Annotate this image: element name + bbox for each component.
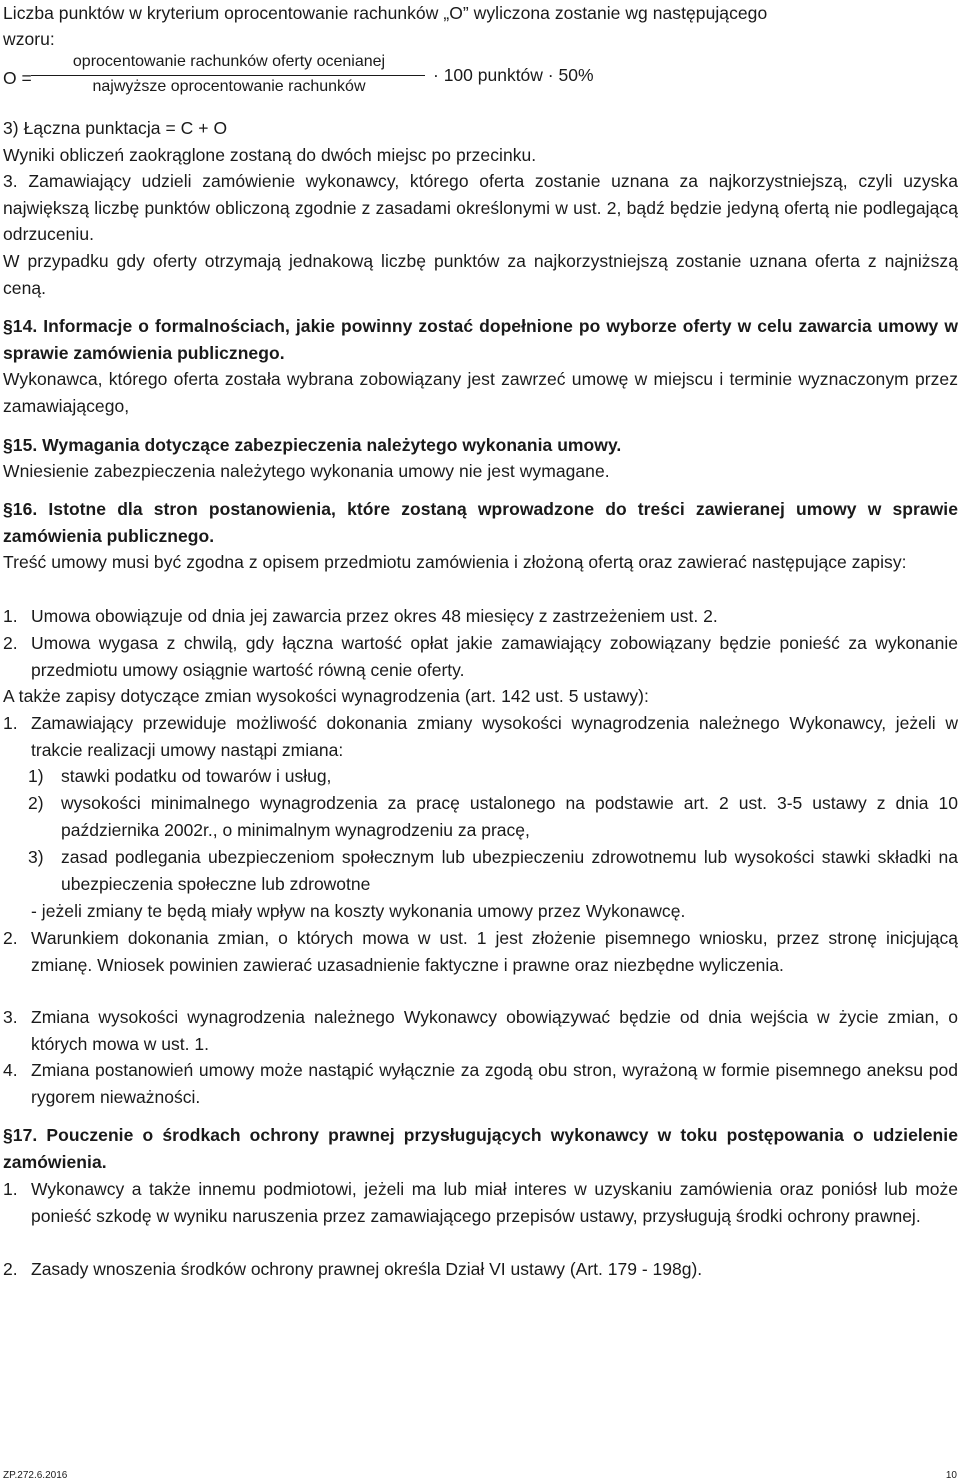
section-17-heading: §17. Pouczenie o środkach ochrony prawnej przysługujących wykonawcy w toku postępowania o udzielenie zamówienia. bbox=[3, 1125, 958, 1172]
section-15-body: Wniesienie zabezpieczenia należytego wykonania umowy nie jest wymagane. bbox=[3, 461, 610, 481]
list-item: 2. Zasady wnoszenia środków ochrony prawnej określa Dział VI ustawy (Art. 179 - 198g). bbox=[3, 1259, 703, 1279]
section-15-heading: §15. Wymagania dotyczące zabezpieczenia należytego wykonania umowy. bbox=[3, 435, 622, 455]
formula-multiplier: · 100 punktów · 50% bbox=[433, 65, 594, 85]
score-formula bbox=[3, 53, 703, 106]
section-14-heading: §14. Informacje o formalnościach, jakie powinny zostać dopełnione po wyborze oferty w celu zawarcia umowy w sprawie zamówienia publicznego. bbox=[3, 316, 958, 363]
page-number: 10 bbox=[945, 1470, 957, 1481]
section-16-heading: §16. Istotne dla stron postanowienia, które zostaną wprowadzone do treści zawieranej umowy w sprawie zamówienia publicznego. bbox=[3, 499, 958, 546]
intro-line-1: Liczba punktów w kryterium oprocentowanie rachunków „O” wyliczona zostanie wg następującego bbox=[3, 3, 768, 23]
formula-denominator: najwyższe oprocentowanie rachunków bbox=[92, 78, 366, 95]
formula-lhs: O = bbox=[3, 68, 32, 88]
list-item: 1. Wykonawcy a także innemu podmiotowi, jeżeli ma lub miał interes w uzyskaniu zamówienia oraz poniósł lub może ponieść szkodę w wyniku naruszenia przez zamawiającego przepisów ustawy, przysługują środki ochrony prawnej. bbox=[3, 1179, 958, 1226]
sub-list-item: 2) wysokości minimalnego wynagrodzenia za pracę ustalonego na podstawie art. 2 ust. 3-5 ustawy z dnia 10 października 2002r., o minimalnym wynagrodzeniu za pracę, bbox=[28, 793, 958, 840]
rounding-note: Wyniki obliczeń zaokrąglone zostaną do dwóch miejsc po przecinku. bbox=[3, 145, 537, 165]
list-item: 1. Zamawiający przewiduje możliwość dokonania zmiany wysokości wynagrodzenia należnego Wykonawcy, jeżeli w trakcie realizacji umowy nastąpi zmiana: bbox=[3, 713, 958, 760]
formula-numerator: oprocentowanie rachunków oferty ocenianej bbox=[72, 53, 386, 70]
document-reference: ZP.272.6.2016 bbox=[3, 1470, 68, 1481]
award-paragraph: 3. Zamawiający udzieli zamówienie wykonawcy, którego oferta zostanie uznana za najkorzystniejszą, czyli uzyska największą liczbę punktów obliczoną zgodnie z zasadami określonymi w ust. 2, bądź będzie jedyną ofertą nie podlegającą odrzuceniu. bbox=[3, 171, 958, 244]
changes-intro: A także zapisy dotyczące zmian wysokości wynagrodzenia (art. 142 ust. 5 ustawy): bbox=[3, 686, 649, 706]
sub-list-item: 3) zasad podlegania ubezpieczeniom społecznym lub ubezpieczeniu zdrowotnemu lub wysokości stawki składki na ubezpieczenia społeczne lub zdrowotne bbox=[28, 847, 958, 894]
sub-list-item: 1) stawki podatku od towarów i usług, bbox=[28, 766, 332, 786]
list-item: 1. Umowa obowiązuje od dnia jej zawarcia przez okres 48 miesięcy z zastrzeżeniem ust. 2. bbox=[3, 606, 718, 626]
section-16-intro: Treść umowy musi być zgodna z opisem przedmiotu zamówienia i złożoną ofertą oraz zawierać następujące zapisy: bbox=[3, 552, 907, 572]
fraction-bar bbox=[31, 75, 425, 76]
changes-condition: - jeżeli zmiany te będą miały wpływ na koszty wykonania umowy przez Wykonawcę. bbox=[31, 901, 686, 921]
tie-break-paragraph: W przypadku gdy oferty otrzymają jednakową liczbę punktów za najkorzystniejszą zostanie uznana oferta z najniższą ceną. bbox=[3, 251, 958, 298]
section-14-body: Wykonawca, którego oferta została wybrana zobowiązany jest zawrzeć umowę w miejscu i terminie wyznaczonym przez zamawiającego, bbox=[3, 369, 958, 416]
intro-line-2: wzoru: bbox=[3, 29, 55, 49]
total-score-line: 3) Łączna punktacja = C + O bbox=[3, 118, 228, 138]
list-item: 2. Umowa wygasa z chwilą, gdy łączna wartość opłat jakie zamawiający zobowiązany będzie ponieść za wykonanie przedmiotu umowy osiągnie wartość równą cenie oferty. bbox=[3, 633, 958, 680]
list-item: 4. Zmiana postanowień umowy może nastąpić wyłącznie za zgodą obu stron, wyrażoną w formie pisemnego aneksu pod rygorem nieważności. bbox=[3, 1060, 958, 1107]
list-item: 2. Warunkiem dokonania zmian, o których mowa w ust. 1 jest złożenie pisemnego wniosku, przez stronę inicjującą zmianę. Wniosek powinien zawierać uzasadnienie faktyczne i prawne oraz niezbędne wyliczenia. bbox=[3, 928, 958, 975]
list-item: 3. Zmiana wysokości wynagrodzenia należnego Wykonawcy obowiązywać będzie od dnia wejścia w życie zmian, o których mowa w ust. 1. bbox=[3, 1007, 958, 1054]
